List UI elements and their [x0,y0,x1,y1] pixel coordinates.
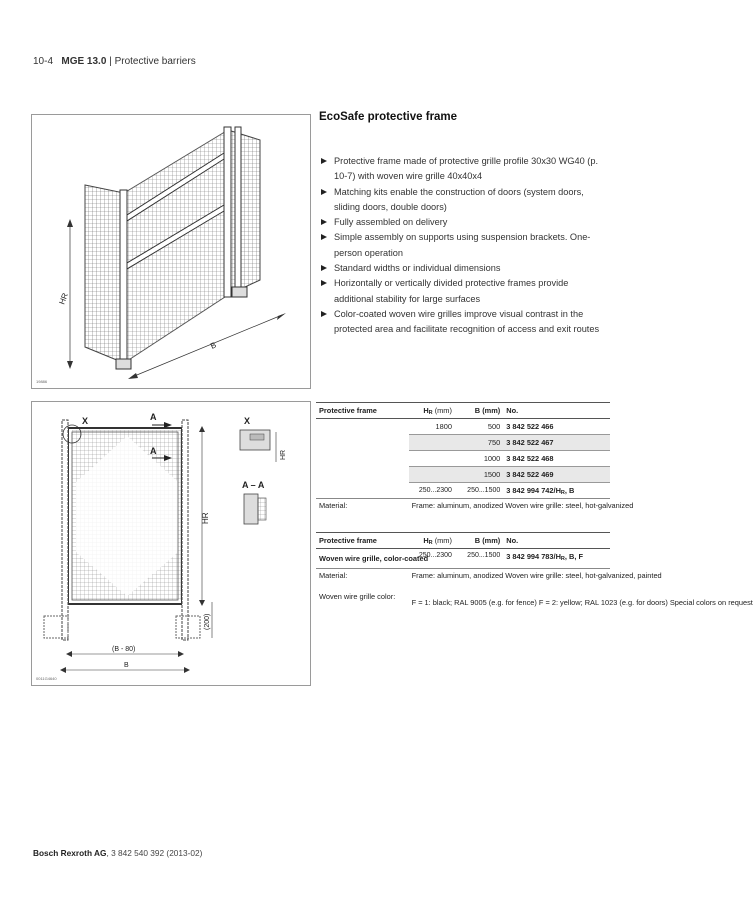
label-hr: HR [201,512,210,524]
frontview-figure [31,401,311,686]
bullet-triangle-icon [321,234,327,240]
material-row [316,569,610,585]
material-label: Material: [319,571,348,581]
label-b80: (B - 80) [112,646,136,653]
table-row: 1500 3 842 522 469 [316,467,610,483]
section-name: Protective barriers [114,56,196,67]
company-name: Bosch Rexroth AG [33,848,107,858]
col-b: B (mm) [455,403,503,419]
material-value: Frame: aluminum, anodized Woven wire grille: steel, hot-galvanized [411,501,634,511]
bullet-triangle-icon [321,311,327,317]
col-protective-frame: Protective frame [316,533,409,549]
table-row: 250...2300 250...1500 3 842 994 742/HR, B [316,483,610,499]
table-header-row [316,533,610,549]
bullet-triangle-icon [321,280,327,286]
table-row: 1000 3 842 522 468 [316,451,610,467]
isometric-drawing [32,115,310,388]
header-separator: | [109,56,112,67]
col-protective-frame: Protective frame [316,403,409,419]
doc-id: MGE 13.0 [61,56,107,67]
label-section: A – A [242,480,265,490]
label-b-bottom: B [124,662,129,669]
list-item: Standard widths or individual dimensions [319,261,609,276]
doc-reference: , 3 842 540 392 (2013-02) [106,848,203,858]
label-x-detail: X [244,416,251,426]
page-header [33,56,196,67]
protective-frame-table [316,402,634,514]
isometric-figure [31,114,311,389]
bullet-triangle-icon [321,265,327,271]
page-number: 10-4 [33,56,54,67]
material-label: Material: [319,501,348,511]
table-header-row [316,403,610,419]
page-footer [33,848,202,858]
grille-color-label: Woven wire grille color: [319,592,396,602]
label-a-mid: A [150,446,157,456]
list-item: Horizontally or vertically divided protective frames provide additional stability for large surfaces [319,276,609,307]
list-item: Color-coated woven wire grilles improve visual contrast in the protected area and facilitate recognition of access and exit routes [319,307,609,338]
table-row: 750 3 842 522 467 [316,435,610,451]
label-a-top: A [150,412,157,422]
col-hr: HR (mm) [409,533,455,549]
table-row: 1800 500 3 842 522 466 [316,419,610,435]
bullet-triangle-icon [321,158,327,164]
list-item: Simple assembly on supports using suspension brackets. One-person operation [319,230,609,261]
figure-code: 19886 [36,379,48,384]
figure-code-2: 0011G4640 [36,676,57,681]
label-hr-small: HR [280,449,287,460]
label-b: B [209,340,218,351]
col-no: No. [503,533,610,549]
grille-color-value: F = 1: black; RAL 9005 (e.g. for fence) F = 2: yellow; RAL 1023 (e.g. for doors) Special colors on request [411,598,753,608]
list-item: Protective frame made of protective grille profile 30x30 WG40 (p. 10-7) with woven wire grille 40x40x4 [319,154,609,185]
label-h: HR [57,291,70,306]
frontview-drawing [32,402,310,685]
material-value: Frame: aluminum, anodized Woven wire grille: steel, hot-galvanized, painted [411,571,662,581]
list-item: Fully assembled on delivery [319,215,609,230]
color-coated-table [316,532,753,611]
label-x: X [82,416,89,426]
col-hr: HR (mm) [409,403,455,419]
bullet-triangle-icon [321,189,327,195]
bullet-triangle-icon [321,219,327,225]
material-row [316,499,610,515]
row-label: Woven wire grille, color-coated [316,549,409,569]
grille-color-row [316,584,610,611]
list-item: Matching kits enable the construction of doors (system doors, sliding doors, double doors) [319,185,609,216]
table-row: Woven wire grille, color-coated 250...2300 250...1500 3 842 994 783/HR, B, F [316,549,610,569]
section-title: EcoSafe protective frame [319,111,458,123]
col-no: No. [503,403,610,419]
col-b: B (mm) [455,533,503,549]
feature-list [319,154,609,338]
label-200: (200) [204,613,211,630]
